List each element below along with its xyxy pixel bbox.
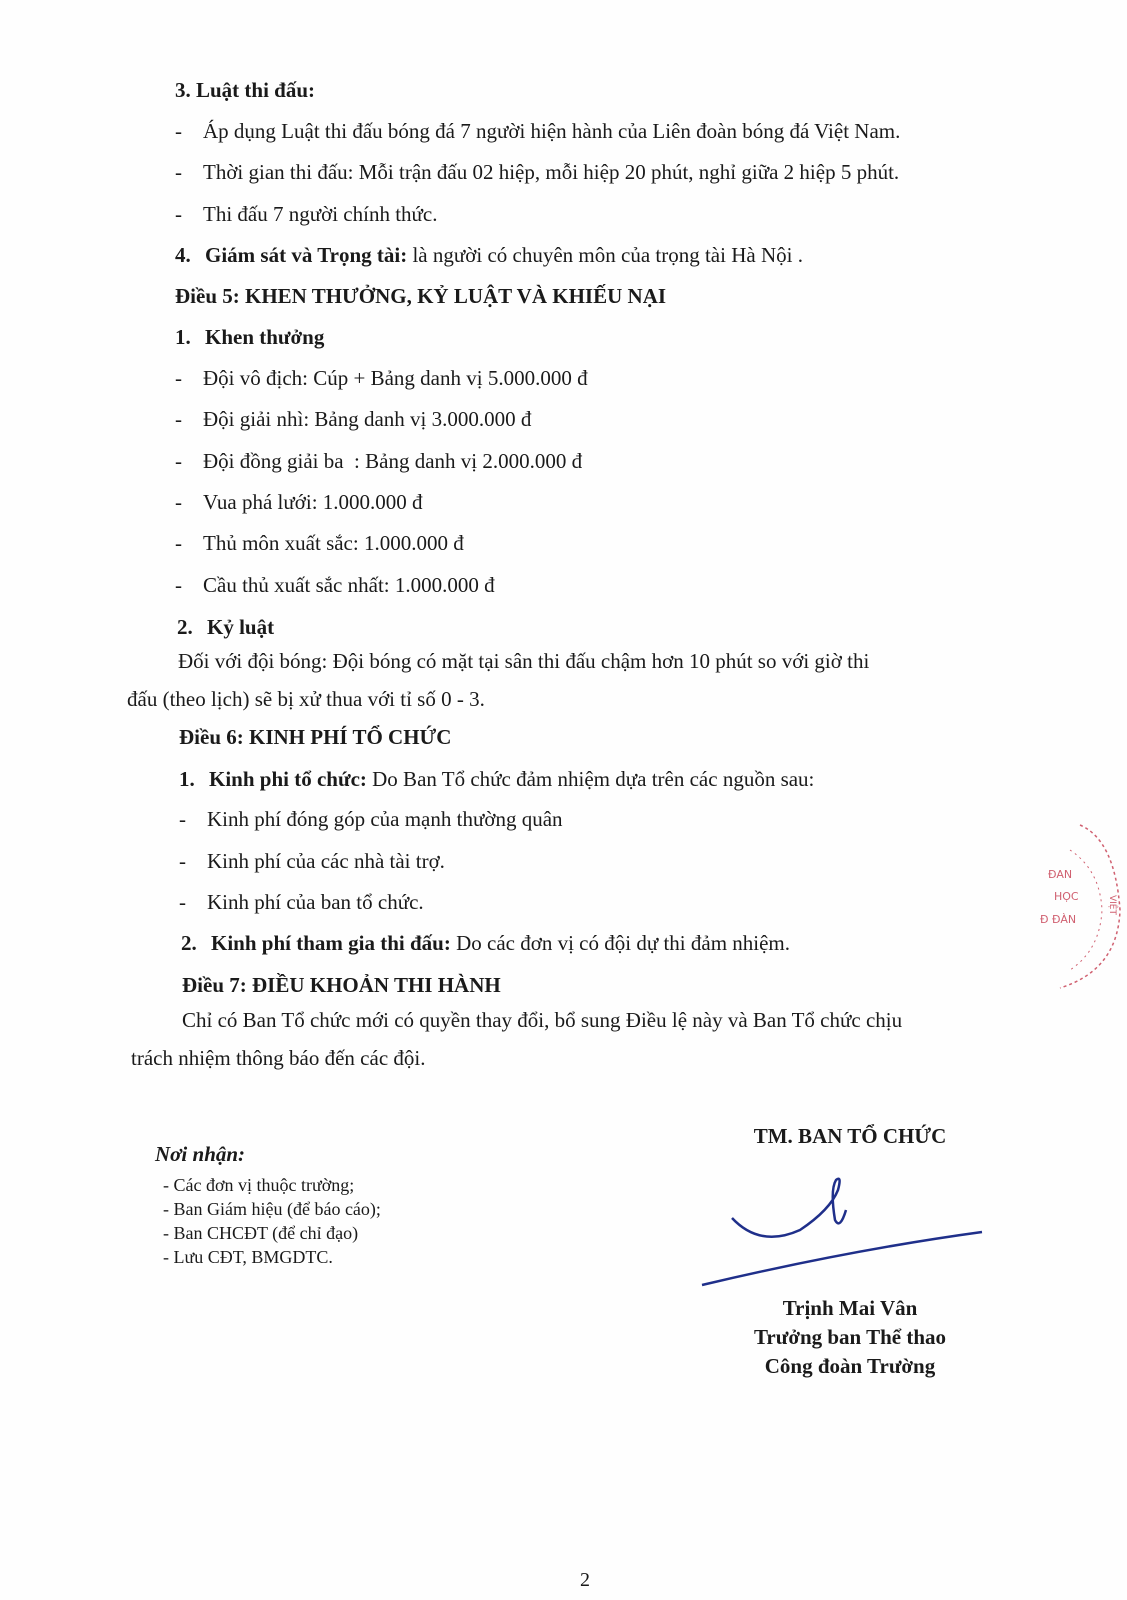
subheading-body: Do các đơn vị có đội dự thi đảm nhiệm. bbox=[456, 931, 791, 955]
number-marker: 4. bbox=[175, 243, 191, 267]
svg-text:Đ ĐÀN: Đ ĐÀN bbox=[1040, 913, 1077, 926]
recipients-block bbox=[155, 1142, 381, 1269]
dash-marker: - bbox=[175, 490, 182, 514]
heading-text: 3. Luật thi đấu: bbox=[175, 78, 316, 102]
dash-marker: - bbox=[179, 849, 186, 873]
list-item bbox=[175, 159, 899, 185]
list-item-text: Đội đồng giải ba : Bảng danh vị 2.000.000 đ bbox=[203, 449, 583, 473]
dash-marker: - bbox=[175, 160, 182, 184]
list-item bbox=[175, 448, 582, 474]
article-6-heading: Điều 6: KINH PHÍ TỔ CHỨC bbox=[179, 725, 452, 749]
dash-marker: - bbox=[175, 449, 182, 473]
paragraph-line: đấu (theo lịch) sẽ bị xử thua với tỉ số 0 - 3. bbox=[127, 687, 485, 711]
list-item bbox=[175, 530, 464, 556]
dash-marker: - bbox=[175, 573, 182, 597]
subheading-funding bbox=[179, 766, 814, 792]
partial-stamp-seal bbox=[1040, 820, 1127, 1000]
number-marker: 1. bbox=[175, 325, 191, 349]
article-5-heading: Điều 5: KHEN THƯỞNG, KỶ LUẬT VÀ KHIẾU NẠI bbox=[175, 284, 667, 308]
list-item bbox=[179, 848, 445, 874]
svg-text:ĐAN: ĐAN bbox=[1048, 868, 1073, 881]
list-item-text: Kinh phí của các nhà tài trợ. bbox=[207, 849, 445, 873]
dash-marker: - bbox=[175, 407, 182, 431]
recipient-item: - Ban Giám hiệu (để báo cáo); bbox=[163, 1199, 381, 1219]
list-item bbox=[175, 572, 495, 598]
number-marker: 2. bbox=[177, 615, 193, 639]
paragraph-line: Đối với đội bóng: Đội bóng có mặt tại sân thi đấu chậm hơn 10 phút so với giờ thi bbox=[178, 649, 870, 673]
signature-title: TM. BAN TỔ CHỨC bbox=[753, 1124, 947, 1148]
recipients-title: Nơi nhận: bbox=[155, 1142, 246, 1166]
dash-marker: - bbox=[175, 202, 182, 226]
heading-label: Giám sát và Trọng tài: bbox=[205, 243, 408, 267]
list-item-text: Đội giải nhì: Bảng danh vị 3.000.000 đ bbox=[203, 407, 532, 431]
article-7-heading: Điều 7: ĐIỀU KHOẢN THI HÀNH bbox=[182, 973, 501, 997]
subheading-participation-fee bbox=[181, 930, 790, 956]
signer-name: Trịnh Mai Vân bbox=[782, 1296, 918, 1320]
subheading-label: Kinh phí tham gia thi đấu: bbox=[211, 931, 451, 955]
page-number: 2 bbox=[580, 1569, 590, 1591]
list-item-text: Vua phá lưới: 1.000.000 đ bbox=[203, 490, 423, 514]
list-item-text: Thủ môn xuất sắc: 1.000.000 đ bbox=[203, 531, 464, 555]
list-item bbox=[179, 806, 563, 832]
number-marker: 2. bbox=[181, 931, 197, 955]
handwritten-signature bbox=[690, 1170, 990, 1300]
subheading-label: Kinh phi tổ chức: bbox=[209, 767, 367, 791]
subheading-text: Khen thưởng bbox=[205, 325, 325, 349]
svg-text:VIỆT: VIỆT bbox=[1107, 895, 1117, 915]
list-item bbox=[175, 365, 588, 391]
dash-marker: - bbox=[179, 890, 186, 914]
signer-role: Trưởng ban Thể thao bbox=[753, 1325, 947, 1349]
subheading-rewards bbox=[175, 324, 324, 350]
signer-block bbox=[700, 1294, 1000, 1381]
section-heading-referee bbox=[175, 242, 803, 268]
list-item-text: Cầu thủ xuất sắc nhất: 1.000.000 đ bbox=[203, 573, 495, 597]
recipient-item: - Ban CHCĐT (để chỉ đạo) bbox=[163, 1223, 359, 1243]
subheading-text: Kỷ luật bbox=[207, 615, 275, 639]
dash-marker: - bbox=[175, 531, 182, 555]
recipient-item: - Các đơn vị thuộc trường; bbox=[163, 1175, 355, 1195]
paragraph-line: trách nhiệm thông báo đến các đội. bbox=[131, 1046, 426, 1070]
signer-organization: Công đoàn Trường bbox=[764, 1354, 936, 1378]
list-item-text: Thời gian thi đấu: Mỗi trận đấu 02 hiệp, mỗi hiệp 20 phút, nghỉ giữa 2 hiệp 5 phút. bbox=[203, 160, 900, 184]
list-item-text: Thi đấu 7 người chính thức. bbox=[203, 202, 438, 226]
number-marker: 1. bbox=[179, 767, 195, 791]
subheading-body: Do Ban Tổ chức đảm nhiệm dựa trên các nguồn sau: bbox=[372, 767, 815, 791]
heading-body: là người có chuyên môn của trọng tài Hà Nội . bbox=[412, 243, 803, 267]
recipient-item: - Lưu CĐT, BMGDTC. bbox=[163, 1247, 333, 1267]
list-item-text: Kinh phí của ban tổ chức. bbox=[207, 890, 424, 914]
list-item bbox=[175, 118, 900, 144]
section-heading-rules bbox=[175, 77, 315, 103]
dash-marker: - bbox=[175, 119, 182, 143]
subheading-discipline bbox=[177, 614, 274, 640]
list-item-text: Đội vô địch: Cúp + Bảng danh vị 5.000.000 đ bbox=[203, 366, 588, 390]
paragraph-line: Chỉ có Ban Tổ chức mới có quyền thay đổi, bổ sung Điều lệ này và Ban Tổ chức chịu bbox=[182, 1008, 903, 1032]
list-item bbox=[179, 889, 424, 915]
list-item bbox=[175, 201, 438, 227]
signature-header bbox=[700, 1124, 1000, 1149]
dash-marker: - bbox=[179, 807, 186, 831]
list-item bbox=[175, 406, 531, 432]
svg-text:HỌC: HỌC bbox=[1054, 890, 1079, 903]
dash-marker: - bbox=[175, 366, 182, 390]
list-item-text: Áp dụng Luật thi đấu bóng đá 7 người hiện hành của Liên đoàn bóng đá Việt Nam. bbox=[203, 119, 901, 143]
list-item bbox=[175, 489, 423, 515]
list-item-text: Kinh phí đóng góp của mạnh thường quân bbox=[207, 807, 563, 831]
